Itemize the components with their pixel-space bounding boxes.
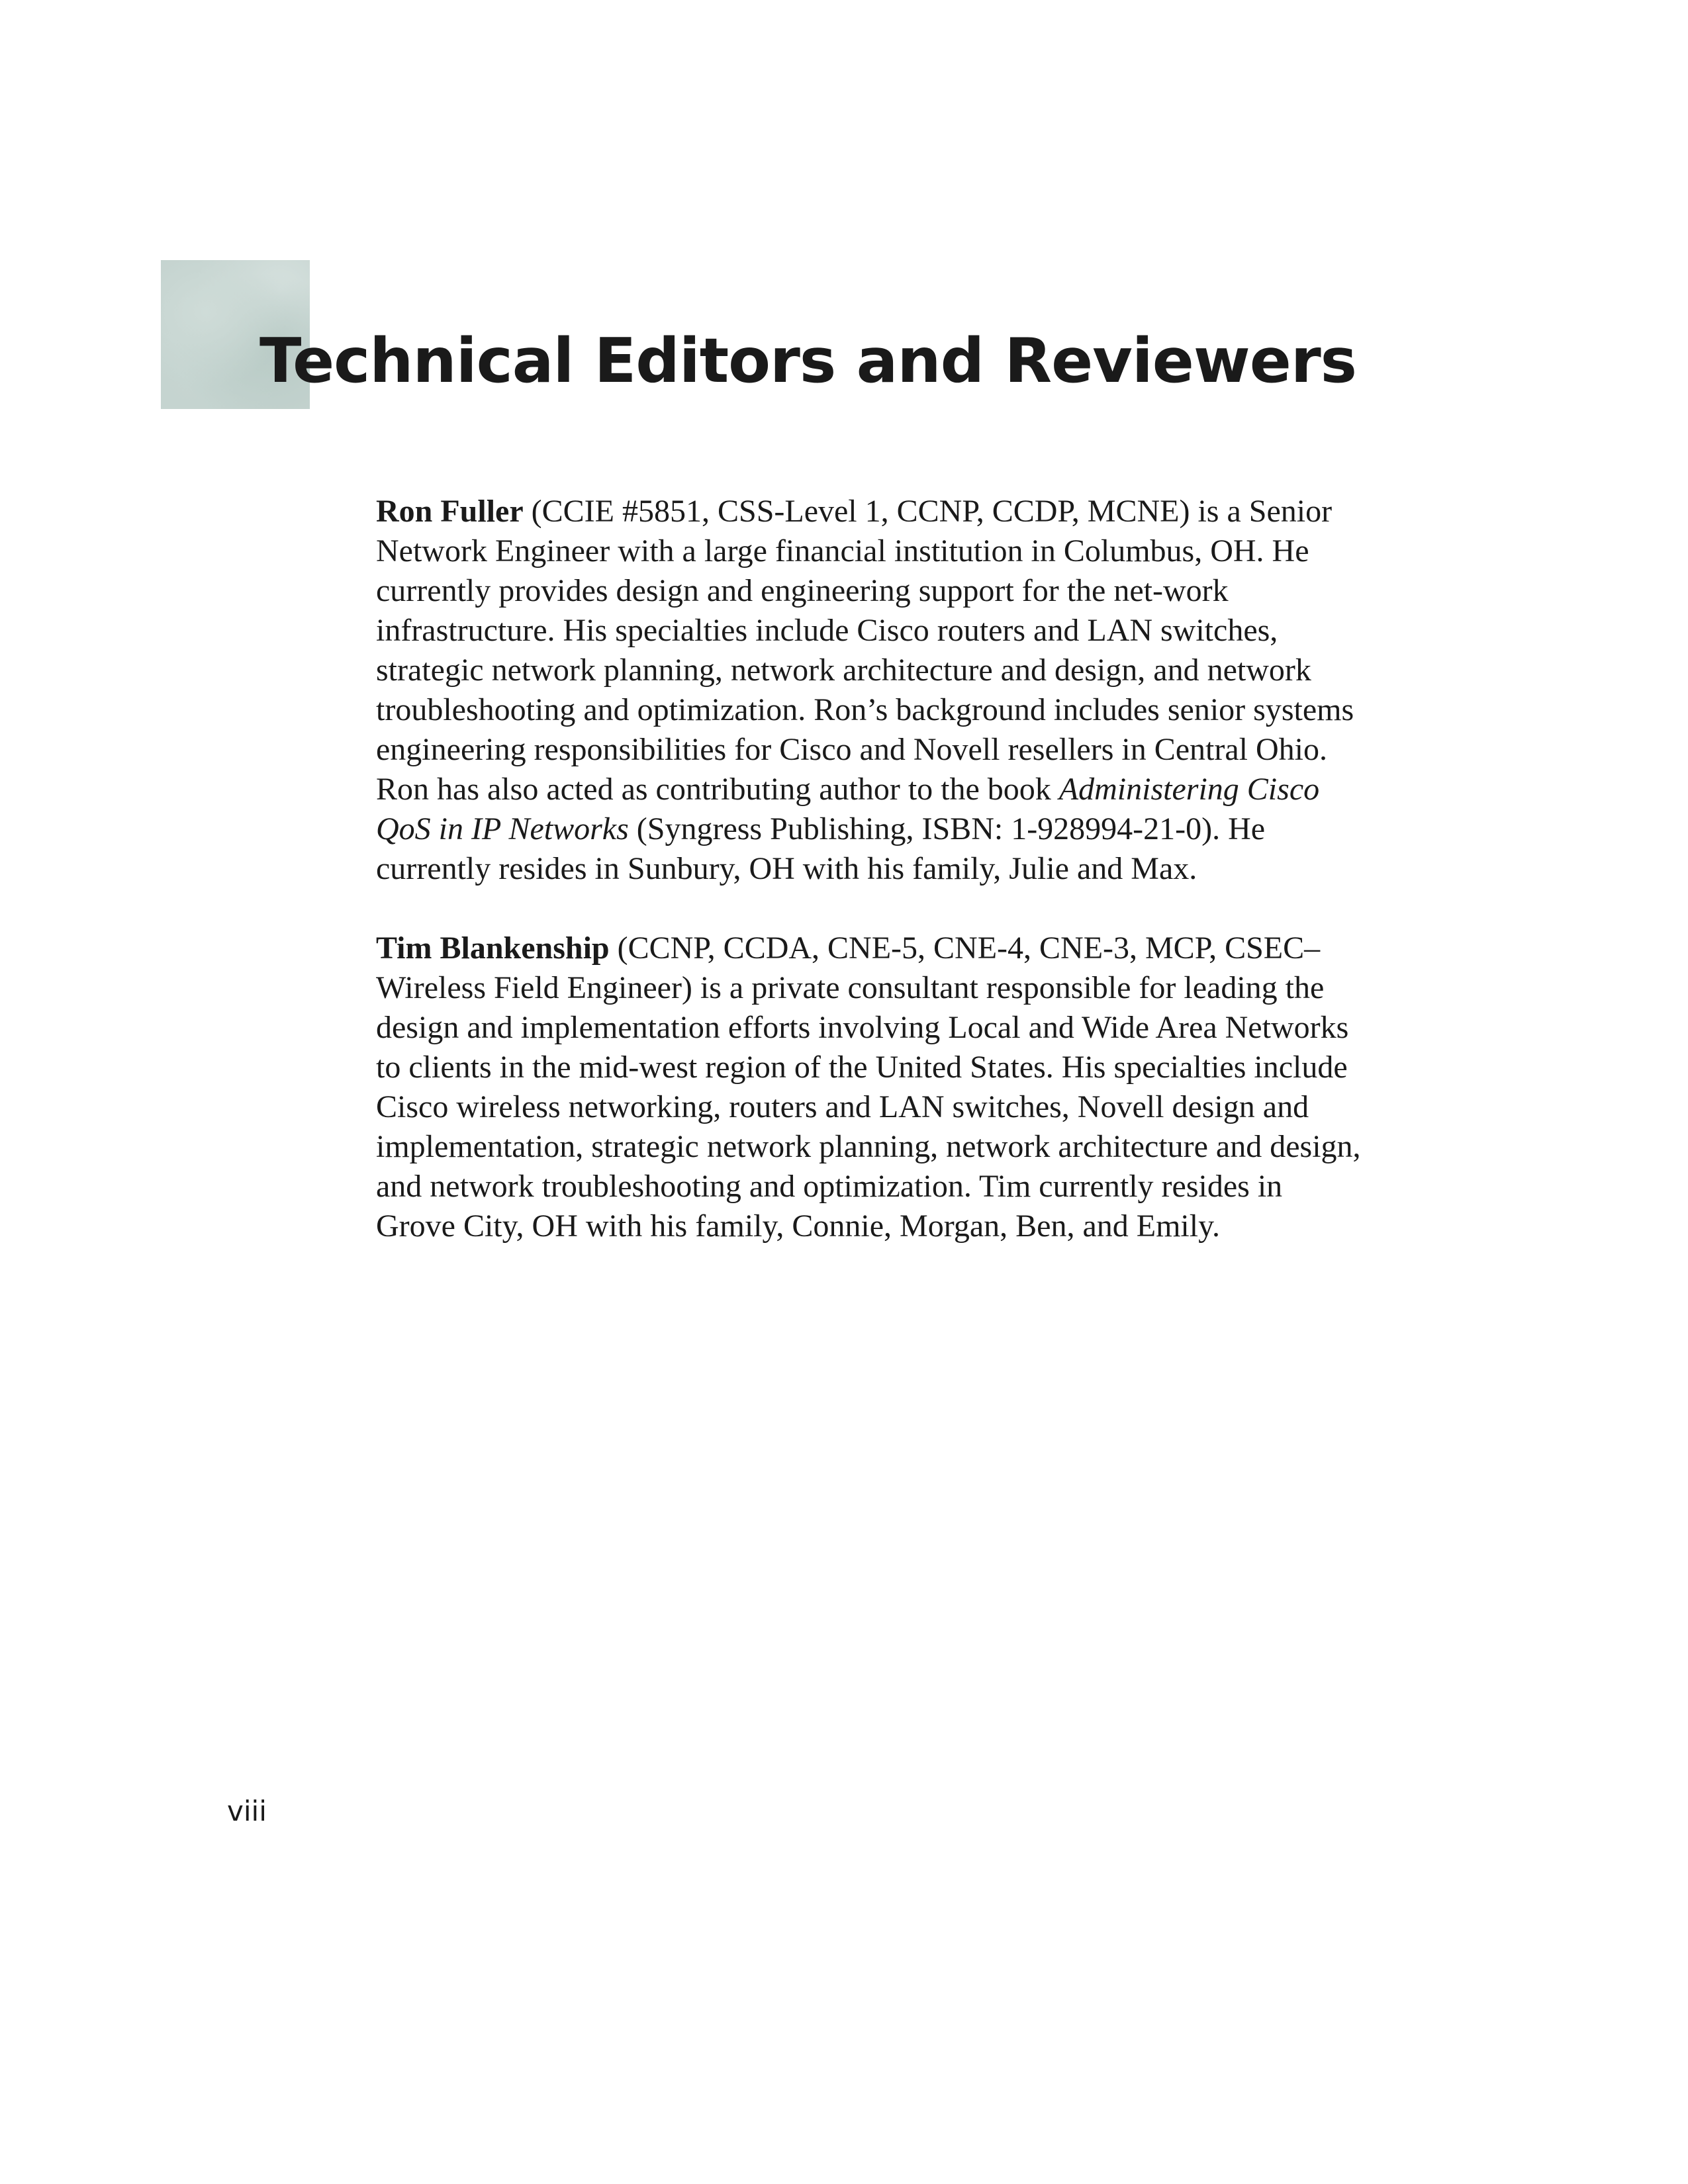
bio-book-title: Administering Cisco QoS in IP Networks: [376, 772, 1320, 846]
bio-text: (CCNP, CCDA, CNE-5, CNE-4, CNE-3, MCP, CSEC–Wireless Field Engineer) is a private consultant responsible for leading the design and implementation efforts involving Local and Wide Area Networks to clients in the mid-west region of the United States. His specialties include Cisco wireless networking, routers and LAN switches, Novell design and implementation, strategic network planning, network architecture and design, and network troubleshooting and optimization. Tim currently resides in Grove City, OH with his family, Connie, Morgan, Ben, and Emily.: [376, 931, 1361, 1244]
bio-text: (CCIE #5851, CSS-Level 1, CCNP, CCDP, MCNE) is a Senior Network Engineer with a large financial institution in Columbus, OH. He currently provides design and engineering support for the net-work infrastructure. His specialties include Cisco routers and LAN switches, strategic network planning, network architecture and design, and network troubleshooting and optimization. Ron’s background includes senior systems engineering responsibilities for Cisco and Novell resellers in Central Ohio. Ron has also acted as contributing author to the book: [376, 494, 1354, 807]
page-title: Technical Editors and Reviewers: [259, 325, 1357, 396]
bio-text: (Syngress Publishing, ISBN: 1-928994-21-0). He currently resides in Sunbury, OH with his family, Julie and Max.: [376, 811, 1266, 886]
bios-section: [376, 492, 1369, 1286]
bio-name: Tim Blankenship: [376, 931, 610, 966]
bio-ron-fuller: [376, 492, 1369, 889]
bio-tim-blankenship: [376, 929, 1369, 1246]
page-number: viii: [227, 1795, 267, 1827]
bio-name: Ron Fuller: [376, 494, 524, 529]
